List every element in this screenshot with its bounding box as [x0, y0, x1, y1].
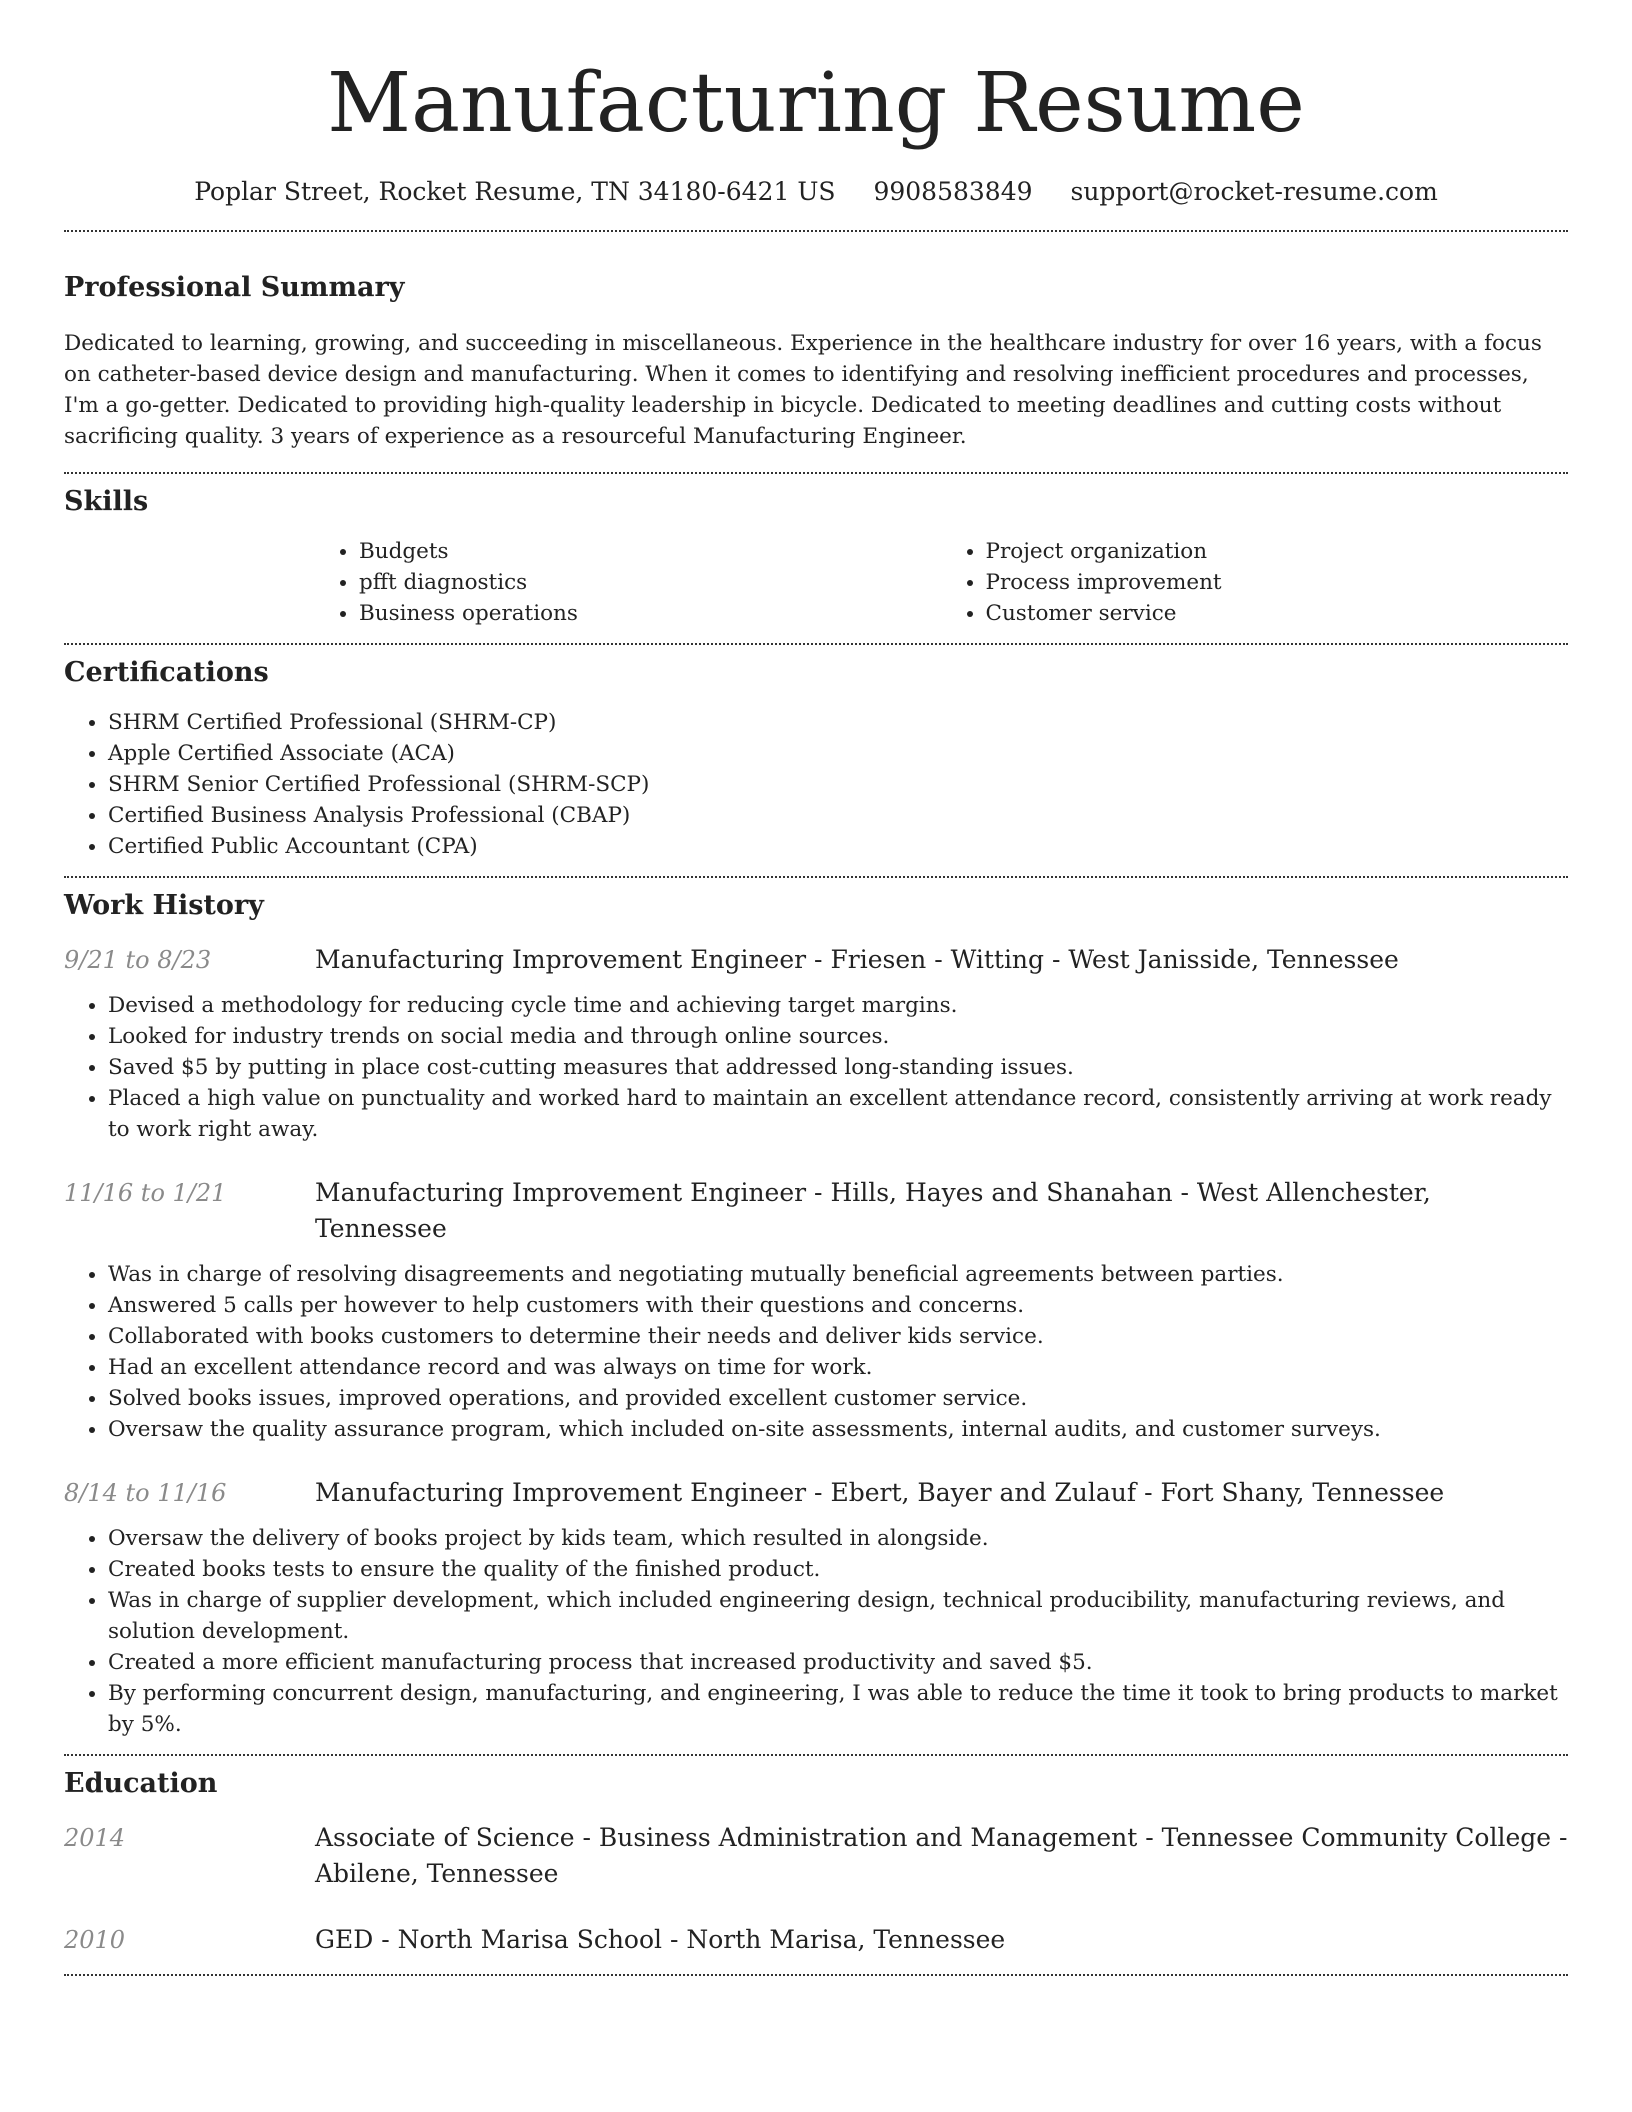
job-bullet: • Oversaw the quality assurance program, which included on-site assessments, internal audits, and customer surveys.	[108, 1414, 1568, 1445]
summary-text: Dedicated to learning, growing, and succeeding in miscellaneous. Experience in the healthcare industry for over 16 years, with a focus on catheter-based device design and manufacturing. When it comes to identifying and resolving inefficient procedures and processes, I'm a go-getter. Dedicated to providing high-quality leadership in bicycle. Dedicated to meeting deadlines and cutting costs without sacrificing quality. 3 years of experience as a resourceful Manufacturing Engineer.	[64, 331, 1542, 449]
summary-section	[64, 232, 1568, 472]
job-entry	[64, 1175, 1568, 1445]
job-dates: 8/14 to 11/16	[64, 1479, 227, 1507]
job-bullet: • Was in charge of supplier development, which included engineering design, technical producibility, manufacturing reviews, and solution development.	[108, 1585, 1568, 1647]
job-bullet: • Created books tests to ensure the quality of the finished product.	[108, 1554, 1568, 1585]
skill-item: • Customer service	[986, 598, 1569, 629]
skill-item: • Business operations	[359, 598, 942, 629]
job-bullets	[64, 990, 1568, 1145]
education-year: 2010	[64, 1926, 126, 1954]
education-section	[64, 1756, 1568, 1974]
skill-item: • Process improvement	[986, 567, 1569, 598]
job-bullet: • Collaborated with books customers to determine their needs and deliver kids service.	[108, 1321, 1568, 1352]
job-bullet: • Created a more efficient manufacturing process that increased productivity and saved $5.	[108, 1647, 1568, 1678]
skills-column-left	[315, 536, 942, 629]
education-entry	[64, 1820, 1568, 1892]
work-history-section	[64, 878, 1568, 1754]
job-bullet: • Solved books issues, improved operations, and provided excellent customer service.	[108, 1383, 1568, 1414]
skill-item: • Project organization	[986, 536, 1569, 567]
certifications-list	[64, 707, 1568, 862]
contact-line	[64, 172, 1568, 212]
job-bullet: • Devised a methodology for reducing cycle time and achieving target margins.	[108, 990, 1568, 1021]
job-bullet: • Saved $5 by putting in place cost-cutting measures that addressed long-standing issues.	[108, 1052, 1568, 1083]
resume-page	[64, 0, 1568, 1976]
job-bullets	[64, 1523, 1568, 1740]
summary-heading: Professional Summary	[64, 272, 405, 303]
job-bullet: • Looked for industry trends on social media and through online sources.	[108, 1021, 1568, 1052]
certification-item: • SHRM Senior Certified Professional (SHRM-SCP)	[108, 769, 1568, 800]
education-heading-text: GED - North Marisa School - North Marisa, Tennessee	[315, 1925, 1006, 1954]
skill-item: • pfft diagnostics	[359, 567, 942, 598]
job-entry	[64, 1475, 1568, 1740]
education-heading: Education	[64, 1768, 218, 1799]
job-bullet: • Answered 5 calls per however to help customers with their questions and concerns.	[108, 1290, 1568, 1321]
job-dates: 9/21 to 8/23	[64, 946, 212, 974]
job-bullet: • Oversaw the delivery of books project by kids team, which resulted in alongside.	[108, 1523, 1568, 1554]
certification-item: • Certified Public Accountant (CPA)	[108, 831, 1568, 862]
contact-email: support@rocket-resume.com	[1070, 177, 1438, 206]
job-entry	[64, 942, 1568, 1145]
job-heading: Manufacturing Improvement Engineer - Hills, Hayes and Shanahan - West Allenchester, Tennessee	[315, 1178, 1431, 1243]
education-year: 2014	[64, 1824, 126, 1852]
job-bullet: • By performing concurrent design, manufacturing, and engineering, I was able to reduce the time it took to bring products to market by 5%.	[108, 1678, 1568, 1740]
certifications-section	[64, 645, 1568, 876]
education-heading-text: Associate of Science - Business Administration and Management - Tennessee Community College - Abilene, Tennessee	[315, 1823, 1568, 1888]
certification-item: • Apple Certified Associate (ACA)	[108, 738, 1568, 769]
skill-item: • Budgets	[359, 536, 942, 567]
skills-heading: Skills	[64, 486, 149, 517]
certification-item: • SHRM Certified Professional (SHRM-CP)	[108, 707, 1568, 738]
skills-column-right	[942, 536, 1569, 629]
job-bullet: • Was in charge of resolving disagreements and negotiating mutually beneficial agreements between parties.	[108, 1259, 1568, 1290]
contact-phone: 9908583849	[873, 177, 1033, 206]
job-bullet: • Placed a high value on punctuality and worked hard to maintain an excellent attendance record, consistently arriving at work ready to work right away.	[108, 1083, 1568, 1145]
resume-title: Manufacturing Resume	[327, 56, 1305, 151]
skills-section	[64, 474, 1568, 643]
job-dates: 11/16 to 1/21	[64, 1179, 227, 1207]
job-heading: Manufacturing Improvement Engineer - Friesen - Witting - West Janisside, Tennessee	[315, 945, 1399, 974]
certifications-heading: Certifications	[64, 657, 269, 688]
work-history-heading: Work History	[64, 890, 264, 921]
skills-list	[315, 536, 1568, 629]
job-bullets	[64, 1259, 1568, 1445]
job-heading: Manufacturing Improvement Engineer - Ebert, Bayer and Zulauf - Fort Shany, Tennessee	[315, 1478, 1445, 1507]
job-bullet: • Had an excellent attendance record and was always on time for work.	[108, 1352, 1568, 1383]
certification-item: • Certified Business Analysis Professional (CBAP)	[108, 800, 1568, 831]
education-entry	[64, 1922, 1568, 1958]
contact-address: Poplar Street, Rocket Resume, TN 34180-6421 US	[194, 177, 836, 206]
divider	[64, 1974, 1568, 1976]
